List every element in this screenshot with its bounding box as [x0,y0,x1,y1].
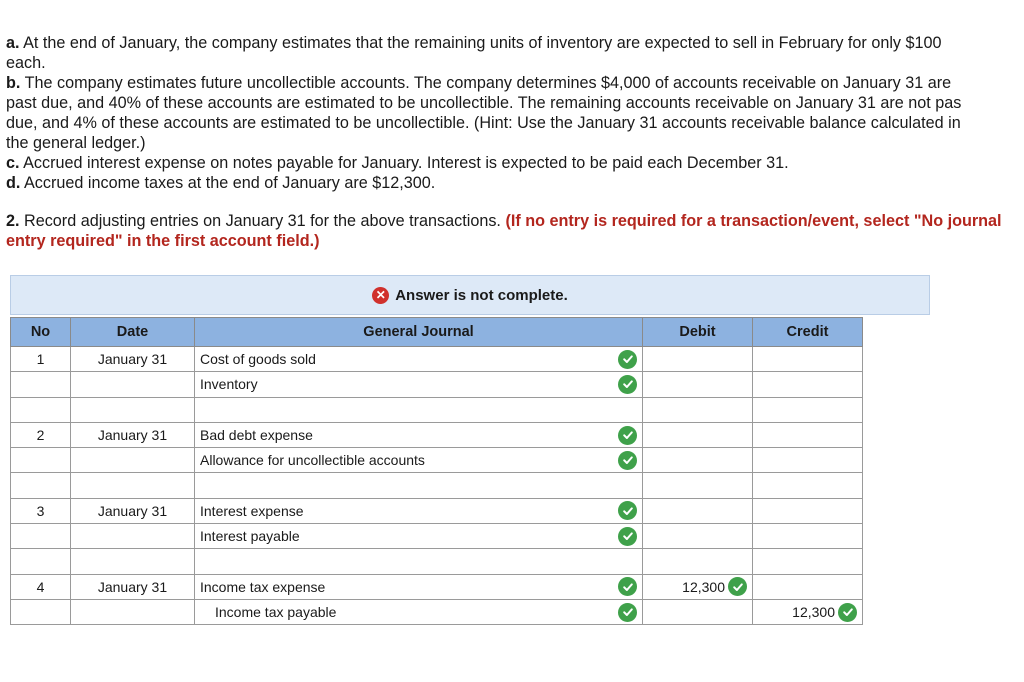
entry-date[interactable] [71,372,195,397]
account-field[interactable] [195,422,643,447]
entry-date[interactable]: January 31 [71,574,195,599]
credit-amount: 12,300 [792,604,835,621]
account-name: Interest expense [200,502,304,519]
account-field[interactable] [195,372,643,397]
debit-field[interactable] [643,599,753,624]
entry-date[interactable] [71,549,195,574]
table-row [11,599,863,624]
check-icon [618,577,637,596]
debit-field[interactable] [643,397,753,422]
instruction-text: past due, and 40% of these accounts are estimated to be uncollectible. The remaining accounts receivable on January 31 are not pas [6,94,962,112]
table-row [11,473,863,498]
instruction-text: The company estimates future uncollectible accounts. The company determines $4,000 of accounts receivable on January 31 are [20,74,952,92]
entry-number [11,372,71,397]
entry-date[interactable] [71,397,195,422]
table-row [11,498,863,523]
table-row [11,372,863,397]
credit-field[interactable] [753,498,863,523]
check-icon [618,451,637,470]
credit-field[interactable] [753,524,863,549]
credit-field[interactable] [753,372,863,397]
account-field[interactable] [195,347,643,372]
account-field[interactable] [195,498,643,523]
debit-field[interactable] [643,498,753,523]
instruction-label: d. [6,174,21,192]
instruction-line [6,73,1024,93]
account-field[interactable] [195,524,643,549]
header-no: No [11,318,71,347]
instruction-text: Accrued interest expense on notes payable for January. Interest is expected to be paid each December 31. [19,154,789,172]
entry-number [11,397,71,422]
credit-field[interactable] [753,574,863,599]
account-name: Income tax payable [215,604,337,621]
credit-field[interactable] [753,599,863,624]
entry-number [11,524,71,549]
check-icon [618,501,637,520]
entry-number: 3 [11,498,71,523]
account-field[interactable] [195,448,643,473]
debit-field[interactable] [643,422,753,447]
table-header-row [11,318,863,347]
header-credit: Credit [753,318,863,347]
instruction-text: due, and 4% of these accounts are estimated to be uncollectible. (Hint: Use the January 31 accounts receivable balance calculated in [6,114,961,132]
instruction-text: the general ledger.) [6,134,146,152]
instruction-text: each. [6,54,46,72]
credit-field[interactable] [753,448,863,473]
check-icon [618,603,637,622]
entry-number [11,448,71,473]
entry-number: 4 [11,574,71,599]
entry-date[interactable] [71,599,195,624]
instruction-line [6,173,1024,193]
entry-date[interactable] [71,524,195,549]
account-field[interactable] [195,397,643,422]
debit-field[interactable] [643,524,753,549]
account-name: Inventory [200,376,258,393]
x-circle-icon: ✕ [372,287,389,304]
instruction-text: Accrued income taxes at the end of January are $12,300. [20,174,436,192]
check-icon [728,577,747,596]
question-note: (If no entry is required for a transaction/event, select "No journal entry required" in the first account field.) [6,212,1002,250]
header-debit: Debit [643,318,753,347]
instruction-line [6,53,1024,73]
question-number: 2. [6,212,20,230]
credit-field[interactable] [753,549,863,574]
instruction-line [6,113,1024,133]
table-row [11,574,863,599]
debit-field[interactable] [643,372,753,397]
entry-date[interactable]: January 31 [71,498,195,523]
journal-table [10,317,863,625]
entry-date[interactable]: January 31 [71,422,195,447]
debit-field[interactable] [643,574,753,599]
entry-number: 2 [11,422,71,447]
account-field[interactable] [195,549,643,574]
instructions [6,33,1024,193]
credit-field[interactable] [753,422,863,447]
entry-number: 1 [11,347,71,372]
check-icon [618,426,637,445]
entry-number [11,473,71,498]
account-field[interactable] [195,574,643,599]
account-name: Cost of goods sold [200,351,316,368]
account-name: Income tax expense [200,578,326,595]
check-icon [618,375,637,394]
entry-date[interactable] [71,448,195,473]
debit-field[interactable] [643,448,753,473]
instruction-line [6,153,1024,173]
question [6,211,1016,251]
table-row [11,524,863,549]
account-field[interactable] [195,599,643,624]
account-name: Bad debt expense [200,427,313,444]
check-icon [618,527,637,546]
table-row [11,448,863,473]
account-field[interactable] [195,473,643,498]
instruction-label: c. [6,154,20,172]
table-row [11,347,863,372]
question-text: Record adjusting entries on January 31 for the above transactions. [19,212,506,230]
table-row [11,549,863,574]
instruction-line [6,133,1024,153]
debit-field[interactable] [643,473,753,498]
account-name: Interest payable [200,528,300,545]
instruction-label: a. [6,34,20,52]
instruction-text: At the end of January, the company estimates that the remaining units of inventory are expected to sell in February for only $100 [19,34,942,52]
table-row [11,397,863,422]
entry-date[interactable] [71,473,195,498]
entry-number [11,549,71,574]
instruction-label: b. [6,74,21,92]
debit-field[interactable] [643,347,753,372]
table-row [11,422,863,447]
check-icon [618,350,637,369]
header-general-journal: General Journal [195,318,643,347]
credit-field[interactable] [753,473,863,498]
instruction-line [6,33,1024,53]
instruction-line [6,93,1024,113]
header-date: Date [71,318,195,347]
debit-field[interactable] [643,549,753,574]
credit-field[interactable] [753,347,863,372]
debit-amount: 12,300 [682,578,725,595]
entry-date[interactable]: January 31 [71,347,195,372]
status-text: Answer is not complete. [395,286,568,304]
account-name: Allowance for uncollectible accounts [200,452,425,469]
entry-number [11,599,71,624]
check-icon [838,603,857,622]
credit-field[interactable] [753,397,863,422]
status-banner [10,275,930,315]
